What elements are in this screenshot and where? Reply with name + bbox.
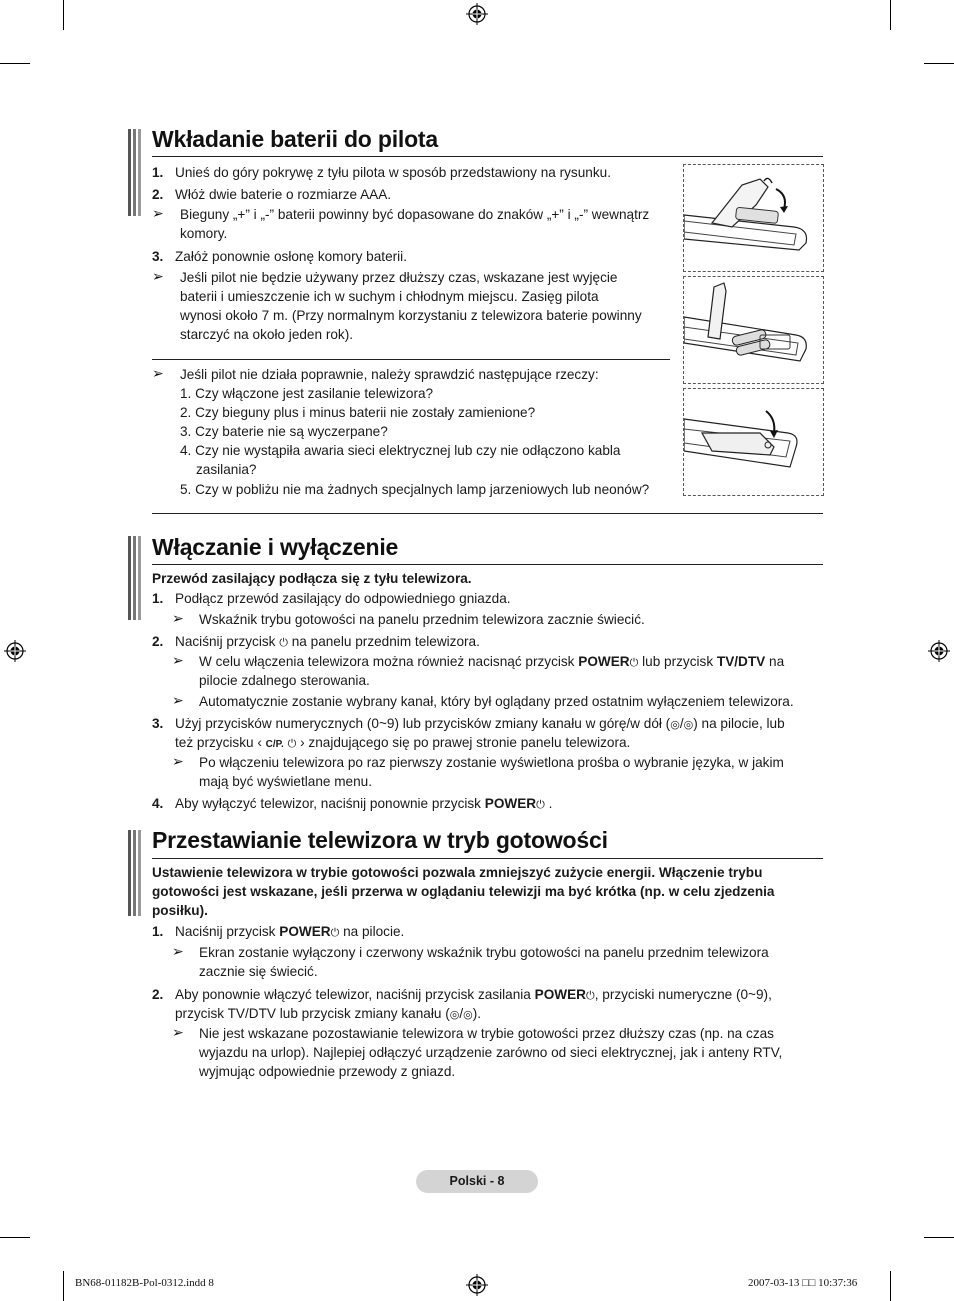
note-arrow-icon: ➢ [152,268,164,284]
note-text: wynosi około 7 m. (Przy normalnym korzystaniu z telewizora baterie powinny [180,308,642,323]
note-arrow-icon: ➢ [172,1024,184,1040]
title-rule [152,156,823,157]
crop-mark [0,63,30,64]
step-number: 2. [152,987,164,1002]
note-text: pilocie zdalnego sterowania. [199,673,370,688]
crop-mark [924,1237,954,1238]
section-lead: gotowości jest wskazane, jeśli przerwa w oglądaniu telewizji ma być krótka (np. w celu zjedzenia [152,884,775,899]
step-number: 1. [152,924,164,939]
chevron-left-icon: ‹ [257,735,262,750]
step-text: Aby ponownie włączyć telewizor, naciśnij przycisk zasilania POWER⏻, przyciski numeryczne (0~9), [175,987,772,1002]
section-title: Wkładanie baterii do pilota [152,126,438,152]
step-number: 3. [152,716,164,731]
note-text: wyjazdu na urlop). Najlepiej odłączyć urządzenie zarówno od sieci elektrycznej, jak i anteny RTV, [199,1045,783,1060]
divider [152,359,670,360]
crop-mark [0,1237,30,1238]
step-number: 1. [152,165,164,180]
note-text: wyjmując odpowiednie przewody z gniazd. [199,1064,456,1079]
step-text: przycisk TV/DTV lub przycisk zmiany kanału (◎/◎). [175,1006,482,1021]
note-text: Po włączeniu telewizora po raz pierwszy zostanie wyświetlona prośba o wybranie języka, w jakim [199,755,784,770]
note-arrow-icon: ➢ [172,610,184,626]
note-text: Nie jest wskazane pozostawianie telewizora w trybie gotowości przez dłuższy czas (np. na czas [199,1026,774,1041]
note-text: W celu włączenia telewizora można również nacisnąć przycisk POWER⏻ lub przycisk TV/DTV na [199,654,785,669]
footer-timestamp: 2007-03-13 □□ 10:37:36 [748,1277,858,1289]
note-text: zacznie się świecić. [199,964,318,979]
note-text: starczyć na około jeden rok). [180,327,354,342]
step-text: Naciśnij przycisk POWER⏻ na pilocie. [175,924,405,939]
check-item: zasilania? [196,462,257,477]
step-text: Włóż dwie baterie o rozmiarze AAA. [175,187,392,202]
section-bar [128,830,143,916]
note-arrow-icon: ➢ [152,365,164,381]
section-lead: Ustawienie telewizora w trybie gotowości pozwala zmniejszyć zużycie energii. Włączenie trybu [152,865,763,880]
step-number: 2. [152,187,164,202]
registration-mark-icon [928,640,950,662]
power-icon: ⏻ [287,738,297,750]
step-text: Naciśnij przycisk ⏻ na panelu przednim telewizora. [175,634,480,649]
crop-mark [63,0,64,30]
registration-mark-icon [466,1274,488,1296]
note-text: Wskaźnik trybu gotowości na panelu przednim telewizora zacznie świecić. [199,612,645,627]
step-text: Podłącz przewód zasilający do odpowiedniego gniazda. [175,591,511,606]
page-number-badge: Polski - 8 [416,1170,538,1193]
footer-file-info: BN68-01182B-Pol-0312.indd 8 [75,1277,214,1289]
crop-mark [890,1271,891,1301]
crop-mark [63,1271,64,1301]
check-intro: Jeśli pilot nie działa poprawnie, należy sprawdzić następujące rzeczy: [180,367,599,382]
channel-down-icon: ◎ [683,719,694,731]
channel-up-icon: ◎ [670,719,680,731]
check-item: 5. Czy w pobliżu nie ma żadnych specjalnych lamp jarzeniowych lub neonów? [180,482,650,497]
registration-mark-icon [4,640,26,662]
note-text: Bieguny „+” i „-” baterii powinny być dopasowane do znaków „+” i „-” wewnątrz [180,207,650,222]
note-arrow-icon: ➢ [172,692,184,708]
title-rule [152,858,823,859]
note-text: Jeśli pilot nie będzie używany przez dłuższy czas, wskazane jest wyjęcie [180,270,618,285]
note-text: Ekran zostanie wyłączony i czerwony wskaźnik trybu gotowości na panelu przednim telewizora [199,945,769,960]
check-item: 4. Czy nie wystąpiła awaria sieci elektrycznej lub czy nie odłączono kabla [180,443,621,458]
step-number: 4. [152,796,164,811]
power-icon: ⏻ [586,990,595,1002]
power-icon: ⏻ [279,637,288,649]
section-lead: posiłku). [152,903,208,918]
channel-down-icon: ◎ [463,1009,473,1021]
power-icon: ⏻ [536,799,545,811]
section-bar [128,536,143,620]
section-title: Przestawianie telewizora w tryb gotowości [152,827,608,853]
check-item: 1. Czy włączone jest zasilanie telewizora? [180,386,434,401]
power-icon: ⏻ [629,657,639,669]
title-rule [152,564,823,565]
note-arrow-icon: ➢ [172,753,184,769]
note-text: komory. [180,226,228,241]
channel-up-icon: ◎ [449,1009,460,1021]
remote-insert-batteries-illustration [683,276,824,384]
note-text: mają być wyświetlane menu. [199,774,373,789]
power-icon: ⏻ [330,927,340,939]
crop-mark [924,63,954,64]
step-number: 3. [152,249,164,264]
remote-close-cover-illustration [683,388,824,496]
note-arrow-icon: ➢ [172,652,184,668]
check-item: 3. Czy baterie nie są wyczerpane? [180,424,388,439]
note-arrow-icon: ➢ [172,943,184,959]
section-bar [128,129,143,216]
check-item: 2. Czy bieguny plus i minus baterii nie zostały zamienione? [180,405,536,420]
remote-open-cover-illustration [683,164,824,272]
step-number: 1. [152,591,164,606]
step-text: Użyj przycisków numerycznych (0~9) lub przycisków zmiany kanału w górę/w dół (◎/◎) na pilocie, lub [175,716,785,731]
step-text: Unieś do góry pokrywę z tyłu pilota w sposób przedstawiony na rysunku. [175,165,611,180]
section-lead: Przewód zasilający podłącza się z tyłu telewizora. [152,571,472,586]
note-text: baterii i umieszczenie ich w suchym i chłodnym miejscu. Zasięg pilota [180,289,599,304]
section-end-rule [152,513,823,514]
step-text: też przycisku ‹ C/P. ⏻ › znajdującego się po prawej stronie panelu telewizora. [175,735,631,750]
section-title: Włączanie i wyłączenie [152,534,399,560]
note-text: Automatycznie zostanie wybrany kanał, który był oglądany przed ostatnim wyłączeniem telewizora. [199,694,794,709]
step-text: Aby wyłączyć telewizor, naciśnij ponownie przycisk POWER⏻ . [175,796,553,811]
step-text: Załóż ponownie osłonę komory baterii. [175,249,407,264]
step-number: 2. [152,634,164,649]
note-arrow-icon: ➢ [152,205,164,221]
registration-mark-icon [466,3,488,25]
crop-mark [890,0,891,30]
chevron-right-icon: › [300,735,305,750]
